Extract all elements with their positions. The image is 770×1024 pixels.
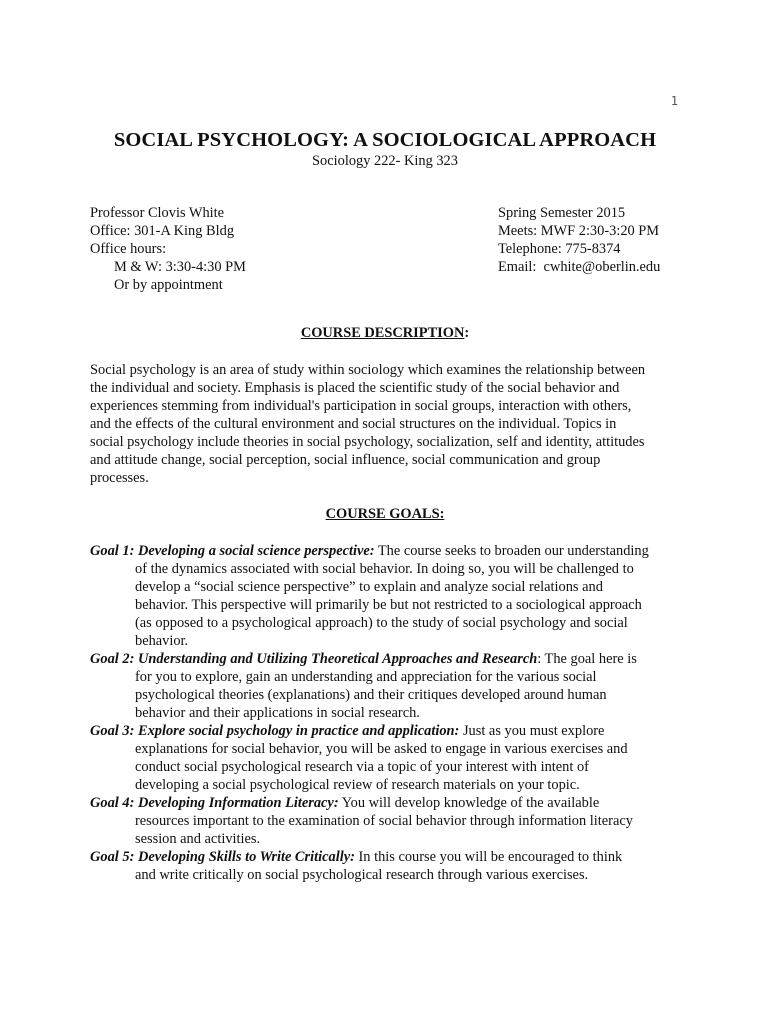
document-title: SOCIAL PSYCHOLOGY: A SOCIOLOGICAL APPROACH (113, 129, 657, 151)
course-subtitle: Sociology 222- King 323 (312, 153, 458, 169)
goal-line: and write critically on social psychological research through various exercises. (135, 867, 589, 883)
goal-title: Goal 4: Developing Information Literacy: (90, 795, 339, 811)
description-line: and the effects of the cultural environment and social structures on the individual. Topics in (90, 416, 617, 432)
goal-first-line (90, 722, 690, 740)
goal-line: behavior. This perspective will primarily be but not restricted to a sociological approach (135, 597, 642, 613)
goal-title: Goal 3: Explore social psychology in practice and application: (90, 723, 460, 739)
goal-line: behavior. (135, 633, 189, 649)
course-description-heading-text: COURSE DESCRIPTION (300, 325, 465, 341)
meeting-times: Meets: MWF 2:30-3:20 PM (498, 223, 660, 239)
goal-2 (90, 650, 690, 722)
goal-1 (90, 542, 690, 650)
goal-line: psychological theories (explanations) and their critiques developed around human (135, 687, 607, 703)
course-description-heading (0, 324, 770, 342)
description-line: Social psychology is an area of study within sociology which examines the relationship between (90, 362, 646, 378)
course-description (90, 361, 690, 487)
goal-first-line (90, 542, 690, 560)
goal-line: for you to explore, gain an understanding and appreciation for the various social (135, 669, 597, 685)
course-goals-heading (0, 505, 770, 523)
description-line: and attitude change, social perception, social influence, social communication and group (90, 452, 601, 468)
goal-text: You will develop knowledge of the available (338, 795, 600, 811)
instructor-name: Professor Clovis White (90, 205, 225, 221)
goal-line: explanations for social behavior, you will be asked to engage in various exercises and (135, 741, 628, 757)
goal-line: develop a “social science perspective” to explain and analyze social relations and (135, 579, 603, 595)
goal-text: The course seeks to broaden our understanding (374, 543, 649, 559)
office-hours-time: M & W: 3:30-4:30 PM (114, 259, 246, 275)
semester: Spring Semester 2015 (498, 205, 626, 221)
goal-title: Goal 1: Developing a social science perspective: (90, 543, 375, 559)
goal-title: Goal 5: Developing Skills to Write Critically: (90, 849, 355, 865)
goal-text: : The goal here is (537, 651, 637, 667)
course-goals-heading-text: COURSE GOALS: (325, 506, 445, 522)
office-hours-appointment: Or by appointment (114, 277, 223, 293)
goal-4 (90, 794, 690, 848)
description-line: social psychology include theories in social psychology, socialization, self and identity, attitudes (90, 434, 645, 450)
telephone: Telephone: 775-8374 (498, 241, 621, 257)
description-line: processes. (90, 470, 149, 486)
goal-line: behavior and their applications in social research. (135, 705, 420, 721)
goal-text: In this course you will be encouraged to think (354, 849, 623, 865)
course-info (498, 204, 660, 276)
email: Email: cwhite@oberlin.edu (498, 259, 661, 275)
course-description-heading-colon: : (464, 325, 470, 341)
goal-3 (90, 722, 690, 794)
page-number: 1 (670, 94, 678, 108)
goal-line: conduct social psychological research via a topic of your interest with intent of (135, 759, 589, 775)
course-goals (90, 542, 690, 884)
office-hours-label: Office hours: (90, 241, 167, 257)
goal-first-line (90, 848, 690, 866)
goal-line: developing a social psychological review of research materials on your topic. (135, 777, 580, 793)
goal-line: (as opposed to a psychological approach) to the study of social psychology and social (135, 615, 628, 631)
goal-line: session and activities. (135, 831, 261, 847)
description-line: experiences stemming from individual's participation in social groups, interaction with others, (90, 398, 632, 414)
goal-title: Goal 2: Understanding and Utilizing Theoretical Approaches and Research (90, 651, 538, 667)
goal-text: Just as you must explore (459, 723, 605, 739)
goal-line: resources important to the examination of social behavior through information literacy (135, 813, 633, 829)
instructor-info (90, 204, 246, 294)
goal-first-line (90, 650, 690, 668)
goal-line: of the dynamics associated with social behavior. In doing so, you will be challenged to (135, 561, 634, 577)
goal-first-line (90, 794, 690, 812)
goal-5 (90, 848, 690, 884)
office-location: Office: 301-A King Bldg (90, 223, 235, 239)
description-line: the individual and society. Emphasis is placed the scientific study of the social behavior and (90, 380, 620, 396)
